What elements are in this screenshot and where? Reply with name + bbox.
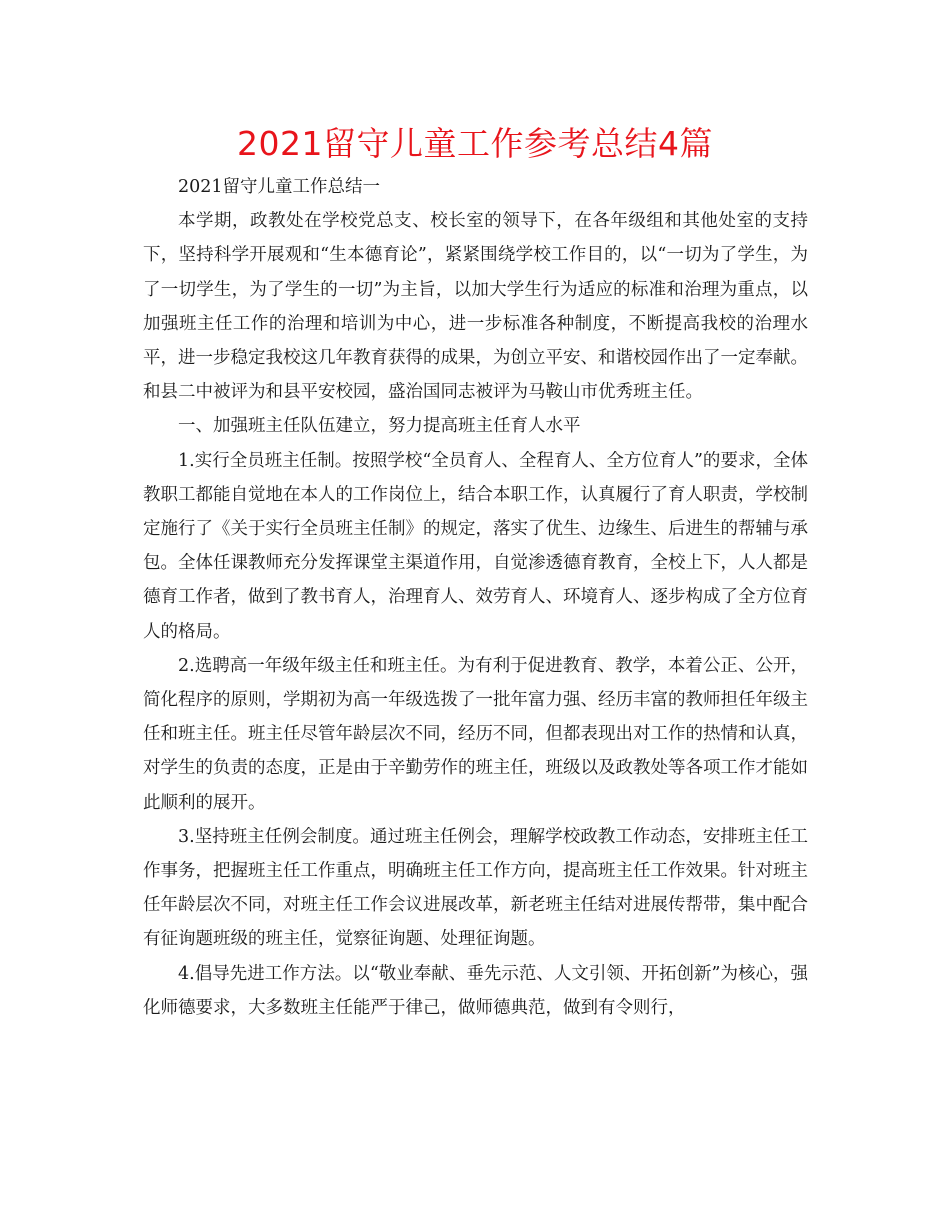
paragraph: 2.选聘高一年级年级主任和班主任。为有利于促进教育、教学，本着公正、公开，简化程序的原则，学期初为高一年级选拨了一批年富力强、经历丰富的教师担任年级主任和班主任。班主任尽管年龄层次不同，经历不同，但都表现出对工作的热情和认真，对学生的负责的态度，正是由于辛勤劳作的班主任，班级以及政教处等各项工作才能如此顺利的展开。 xyxy=(143,655,808,813)
document-title: 2021留守儿童工作参考总结4篇 xyxy=(237,124,713,163)
paragraph: 本学期，政教处在学校党总支、校长室的领导下，在各年级组和其他处室的支持下，坚持科学开展观和“生本德育论”，紧紧围绕学校工作目的，以“一切为了学生，为了一切学生，为了学生的一切”为主旨，以加大学生行为适应的标准和治理为重点，以加强班主任工作的治理和培训为中心，进一步标准各种制度，不断提高我校的治理水平，进一步稳定我校这几年教育获得的成果，为创立平安、和谐校园作出了一定奉献。和县二中被评为和县平安校园，盛治国同志被评为马鞍山市优秀班主任。 xyxy=(143,211,808,403)
paragraph: 1.实行全员班主任制。按照学校“全员育人、全程育人、全方位育人”的要求，全体教职工都能自觉地在本人的工作岗位上，结合本职工作，认真履行了育人职责，学校制定施行了《关于实行全员班主任制》的规定，落实了优生、边缘生、后进生的帮辅与承包。全体任课教师充分发挥课堂主渠道作用，自觉渗透德育教育，全校上下，人人都是德育工作者，做到了教书育人，治理育人、效劳育人、环境育人、逐步构成了全方位育人的格局。 xyxy=(143,450,808,642)
paragraph: 4.倡导先进工作方法。以“敬业奉献、垂先示范、人文引领、开拓创新”为核心，强化师德要求，大多数班主任能严于律己，做师德典范，做到有令则行， xyxy=(143,963,808,1018)
document-body xyxy=(143,170,808,1025)
section-heading: 2021留守儿童工作总结一 xyxy=(178,177,381,197)
paragraph: 3.坚持班主任例会制度。通过班主任例会，理解学校政教工作动态，安排班主任工作事务，把握班主任工作重点，明确班主任工作方向，提高班主任工作效果。针对班主任年龄层次不同，对班主任工作会议进展改革，新老班主任结对进展传帮带，集中配合有征询题班级的班主任，觉察征询题、处理征询题。 xyxy=(143,826,808,950)
section-heading: 一、加强班主任队伍建立，努力提高班主任育人水平 xyxy=(178,416,581,437)
